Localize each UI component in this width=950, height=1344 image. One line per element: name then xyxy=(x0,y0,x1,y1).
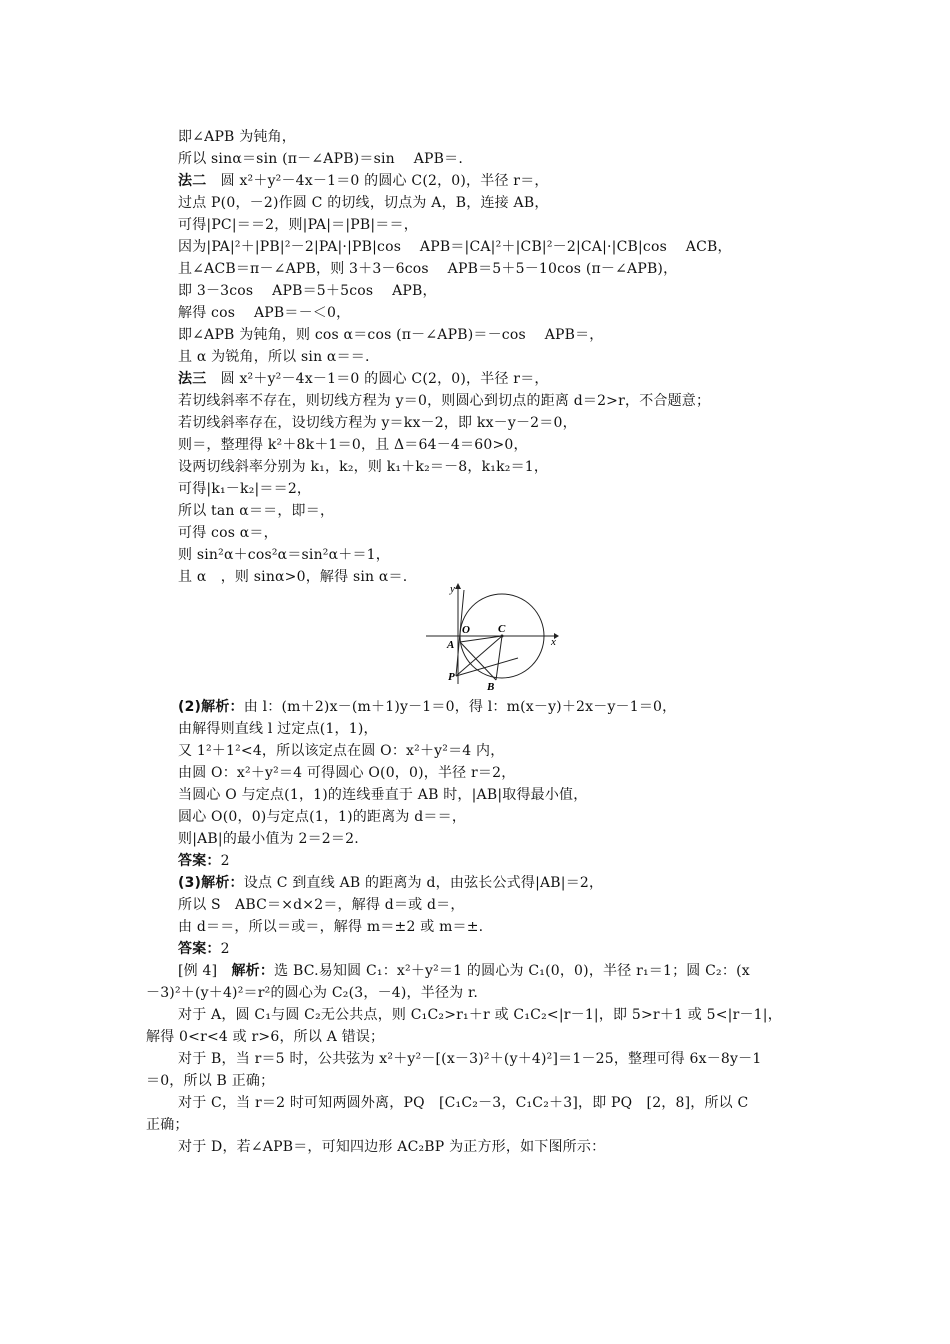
text-line: 且 α ，则 sinα>0，解得 sin α＝. xyxy=(178,569,408,585)
text-line: 设两切线斜率分别为 k₁，k₂，则 k₁＋k₂＝－8，k₁k₂＝1， xyxy=(178,459,549,475)
text-line xyxy=(178,938,230,960)
label-c: C xyxy=(498,623,506,635)
text-line xyxy=(178,872,603,894)
label-x: x xyxy=(551,636,556,648)
y-axis-arrow xyxy=(455,583,461,589)
answer-label: 答案： xyxy=(178,853,221,869)
text-segment: 选 BC.易知圆 C₁：x²＋y²＝1 的圆心为 C₁(0，0)，半径 r₁＝1；圆 C₂：(x xyxy=(274,963,750,979)
answer-value: 2 xyxy=(220,853,230,869)
text-line: 又 1²＋1²<4，所以该定点在圆 O：x²＋y²＝4 内， xyxy=(178,743,505,759)
text-line: 对于 C，当 r＝2 时可知两圆外离，PQ [C₁C₂－3，C₁C₂＋3]，即 PQ [2，8]，所以 C xyxy=(178,1095,749,1111)
text-line: 即∠APB 为钝角， xyxy=(178,129,296,145)
text-segment: 圆 x²＋y²－4x－1＝0 的圆心 C(2，0)，半径 r＝， xyxy=(206,173,549,189)
text-line: 因为|PA|²＋|PB|²－2|PA|·|PB|cos APB＝|CA|²＋|CB|²－2|CA|·|CB|cos ACB， xyxy=(178,239,732,255)
text-line: 则|AB|的最小值为 2＝2＝2. xyxy=(178,831,359,847)
text-line: 由解得则直线 l 过定点(1，1)， xyxy=(178,721,378,737)
text-line: 圆心 O(0，0)与定点(1，1)的距离为 d＝＝， xyxy=(178,809,467,825)
section-label: 解析： xyxy=(231,963,275,979)
text-line: 由圆 O：x²＋y²＝4 可得圆心 O(0，0)，半径 r＝2， xyxy=(178,765,516,781)
label-y: y xyxy=(450,583,455,595)
text-line: 由 d＝＝，所以＝或＝，解得 m＝±2 或 m＝±. xyxy=(178,919,484,935)
segment-cb xyxy=(496,636,502,680)
geometry-figure xyxy=(420,580,560,692)
text-line: 当圆心 O 与定点(1，1)的连线垂直于 AB 时，|AB|取得最小值， xyxy=(178,787,588,803)
segment-ab xyxy=(460,642,496,680)
text-line xyxy=(178,696,676,718)
text-line: 且 α 为锐角，所以 sin α＝＝. xyxy=(178,349,370,365)
text-line xyxy=(178,960,750,982)
answer-value: 2 xyxy=(220,941,230,957)
text-line: 且∠ACB＝π－∠APB，则 3＋3－6cos APB＝5＋5－10cos (π－∠APB)， xyxy=(178,261,678,277)
text-segment: 设点 C 到直线 AB 的距离为 d，由弦长公式得|AB|＝2， xyxy=(243,875,604,891)
text-line: －3)²＋(y＋4)²＝r²的圆心为 C₂(3，－4)，半径为 r. xyxy=(146,985,479,1001)
text-segment: 由 l：(m＋2)x－(m＋1)y－1＝0，得 l：m(x－y)＋2x－y－1＝0， xyxy=(243,699,677,715)
label-a: A xyxy=(447,639,455,651)
text-line: 过点 P(0，－2)作圆 C 的切线，切点为 A，B，连接 AB， xyxy=(178,195,549,211)
text-line: 解得 cos APB＝－＜0， xyxy=(178,305,351,321)
method-label: 法二 xyxy=(178,173,207,189)
text-line: 可得 cos α＝， xyxy=(178,525,278,541)
text-line: 则 sin²α＋cos²α＝sin²α＋＝1， xyxy=(178,547,390,563)
tangent-line-pb xyxy=(456,658,518,676)
text-line: ＝0，所以 B 正确； xyxy=(146,1073,275,1089)
answer-label: 答案： xyxy=(178,941,221,957)
text-line: 对于 D，若∠APB＝，可知四边形 AC₂BP 为正方形，如下图所示： xyxy=(178,1139,606,1155)
text-line: 所以 tan α＝＝，即＝， xyxy=(178,503,335,519)
text-line xyxy=(178,368,549,390)
label-b: B xyxy=(487,681,495,692)
text-segment: 圆 x²＋y²－4x－1＝0 的圆心 C(2，0)，半径 r＝， xyxy=(206,371,549,387)
label-p: P xyxy=(448,671,455,683)
text-line: 若切线斜率不存在，则切线方程为 y＝0，则圆心到切点的距离 d＝2>r，不合题意； xyxy=(178,393,711,409)
section-label: (2)解析： xyxy=(178,699,244,715)
text-line: 可得|k₁－k₂|＝＝2， xyxy=(178,481,312,497)
text-line: 正确； xyxy=(146,1117,189,1133)
text-line: 所以 sinα＝sin (π－∠APB)＝sin APB＝. xyxy=(178,151,463,167)
text-line: 解得 0<r<4 或 r>6，所以 A 错误； xyxy=(146,1029,385,1045)
section-label: (3)解析： xyxy=(178,875,244,891)
text-line: 若切线斜率存在，设切线方程为 y＝kx－2，即 kx－y－2＝0， xyxy=(178,415,577,431)
text-line: 即 3－3cos APB＝5＋5cos APB， xyxy=(178,283,437,299)
text-line: 可得|PC|＝＝2，则|PA|＝|PB|＝＝， xyxy=(178,217,418,233)
text-line: 则＝，整理得 k²＋8k＋1＝0，且 Δ＝64－4＝60>0， xyxy=(178,437,528,453)
text-line: 即∠APB 为钝角，则 cos α＝cos (π－∠APB)＝－cos APB＝， xyxy=(178,327,604,343)
label-o: O xyxy=(462,624,470,636)
text-line xyxy=(178,170,549,192)
text-line: 对于 A，圆 C₁与圆 C₂无公共点，则 C₁C₂>r₁＋r 或 C₁C₂<|r－1|，即 5>r＋1 或 5<|r－1|， xyxy=(178,1007,782,1023)
method-label: 法三 xyxy=(178,371,207,387)
text-line xyxy=(178,850,230,872)
example-label: [例 4] xyxy=(178,963,232,979)
text-line: 所以 S ABC＝×d×2＝，解得 d＝或 d＝， xyxy=(178,897,465,913)
text-line: 对于 B，当 r＝5 时，公共弦为 x²＋y²－[(x－3)²＋(y＋4)²]＝1－25，整理可得 6x－8y－1 xyxy=(178,1051,762,1067)
